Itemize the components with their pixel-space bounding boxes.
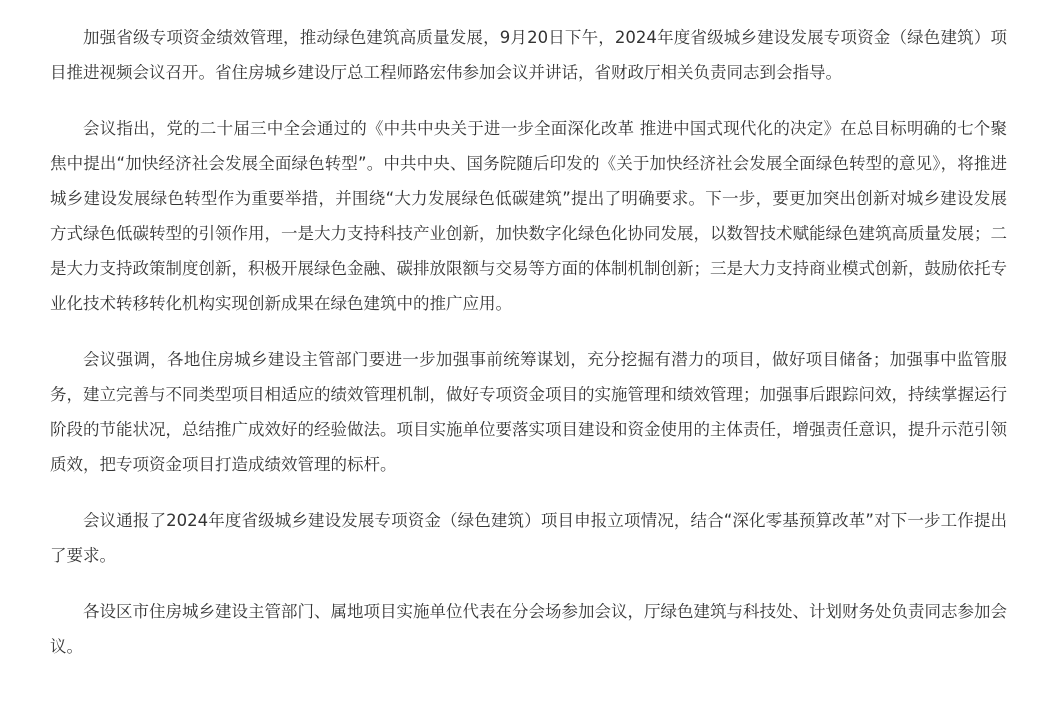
paragraph-attendees: 各设区市住房城乡建设主管部门、属地项目实施单位代表在分会场参加会议，厅绿色建筑与科技处、计划财务处负责同志参加会议。: [50, 602, 1007, 656]
paragraph-meeting-points: 会议指出，党的二十届三中全会通过的《中共中央关于进一步全面深化改革 推进中国式现代化的决定》在总目标明确的七个聚焦中提出“加快经济社会发展全面绿色转型”。中共中央、国务院随后印发的《关于加快经济社会发展全面绿色转型的意见》，将推进城乡建设发展绿色转型作为重要举措，并围绕“大力发展绿色低碳建筑”提出了明确要求。下一步，要更加突出创新对城乡建设发展方式绿色低碳转型的引领作用，一是大力支持科技产业创新，加快数字化绿色化协同发展，以数智技术赋能绿色建筑高质量发展；二是大力支持政策制度创新，积极开展绿色金融、碳排放限额与交易等方面的体制机制创新；三是大力支持商业模式创新，鼓励依托专业化技术转移转化机构实现创新成果在绿色建筑中的推广应用。: [50, 119, 1007, 313]
paragraph-meeting-emphasis: 会议强调，各地住房城乡建设主管部门要进一步加强事前统筹谋划，充分挖掘有潜力的项目，做好项目储备；加强事中监管服务，建立完善与不同类型项目相适应的绩效管理机制，做好专项资金项目的实施管理和绩效管理；加强事后跟踪问效，持续掌握运行阶段的节能状况，总结推广成效好的经验做法。项目实施单位要落实项目建设和资金使用的主体责任，增强责任意识，提升示范引领质效，把专项资金项目打造成绩效管理的标杆。: [50, 350, 1007, 474]
paragraph-meeting-report: 会议通报了2024年度省级城乡建设发展专项资金（绿色建筑）项目申报立项情况，结合“深化零基预算改革”对下一步工作提出了要求。: [50, 511, 1007, 565]
paragraph-meeting-intro: 加强省级专项资金绩效管理，推动绿色建筑高质量发展，9月20日下午，2024年度省级城乡建设发展专项资金（绿色建筑）项目推进视频会议召开。省住房城乡建设厅总工程师路宏伟参加会议并讲话，省财政厅相关负责同志到会指导。: [50, 28, 1007, 82]
